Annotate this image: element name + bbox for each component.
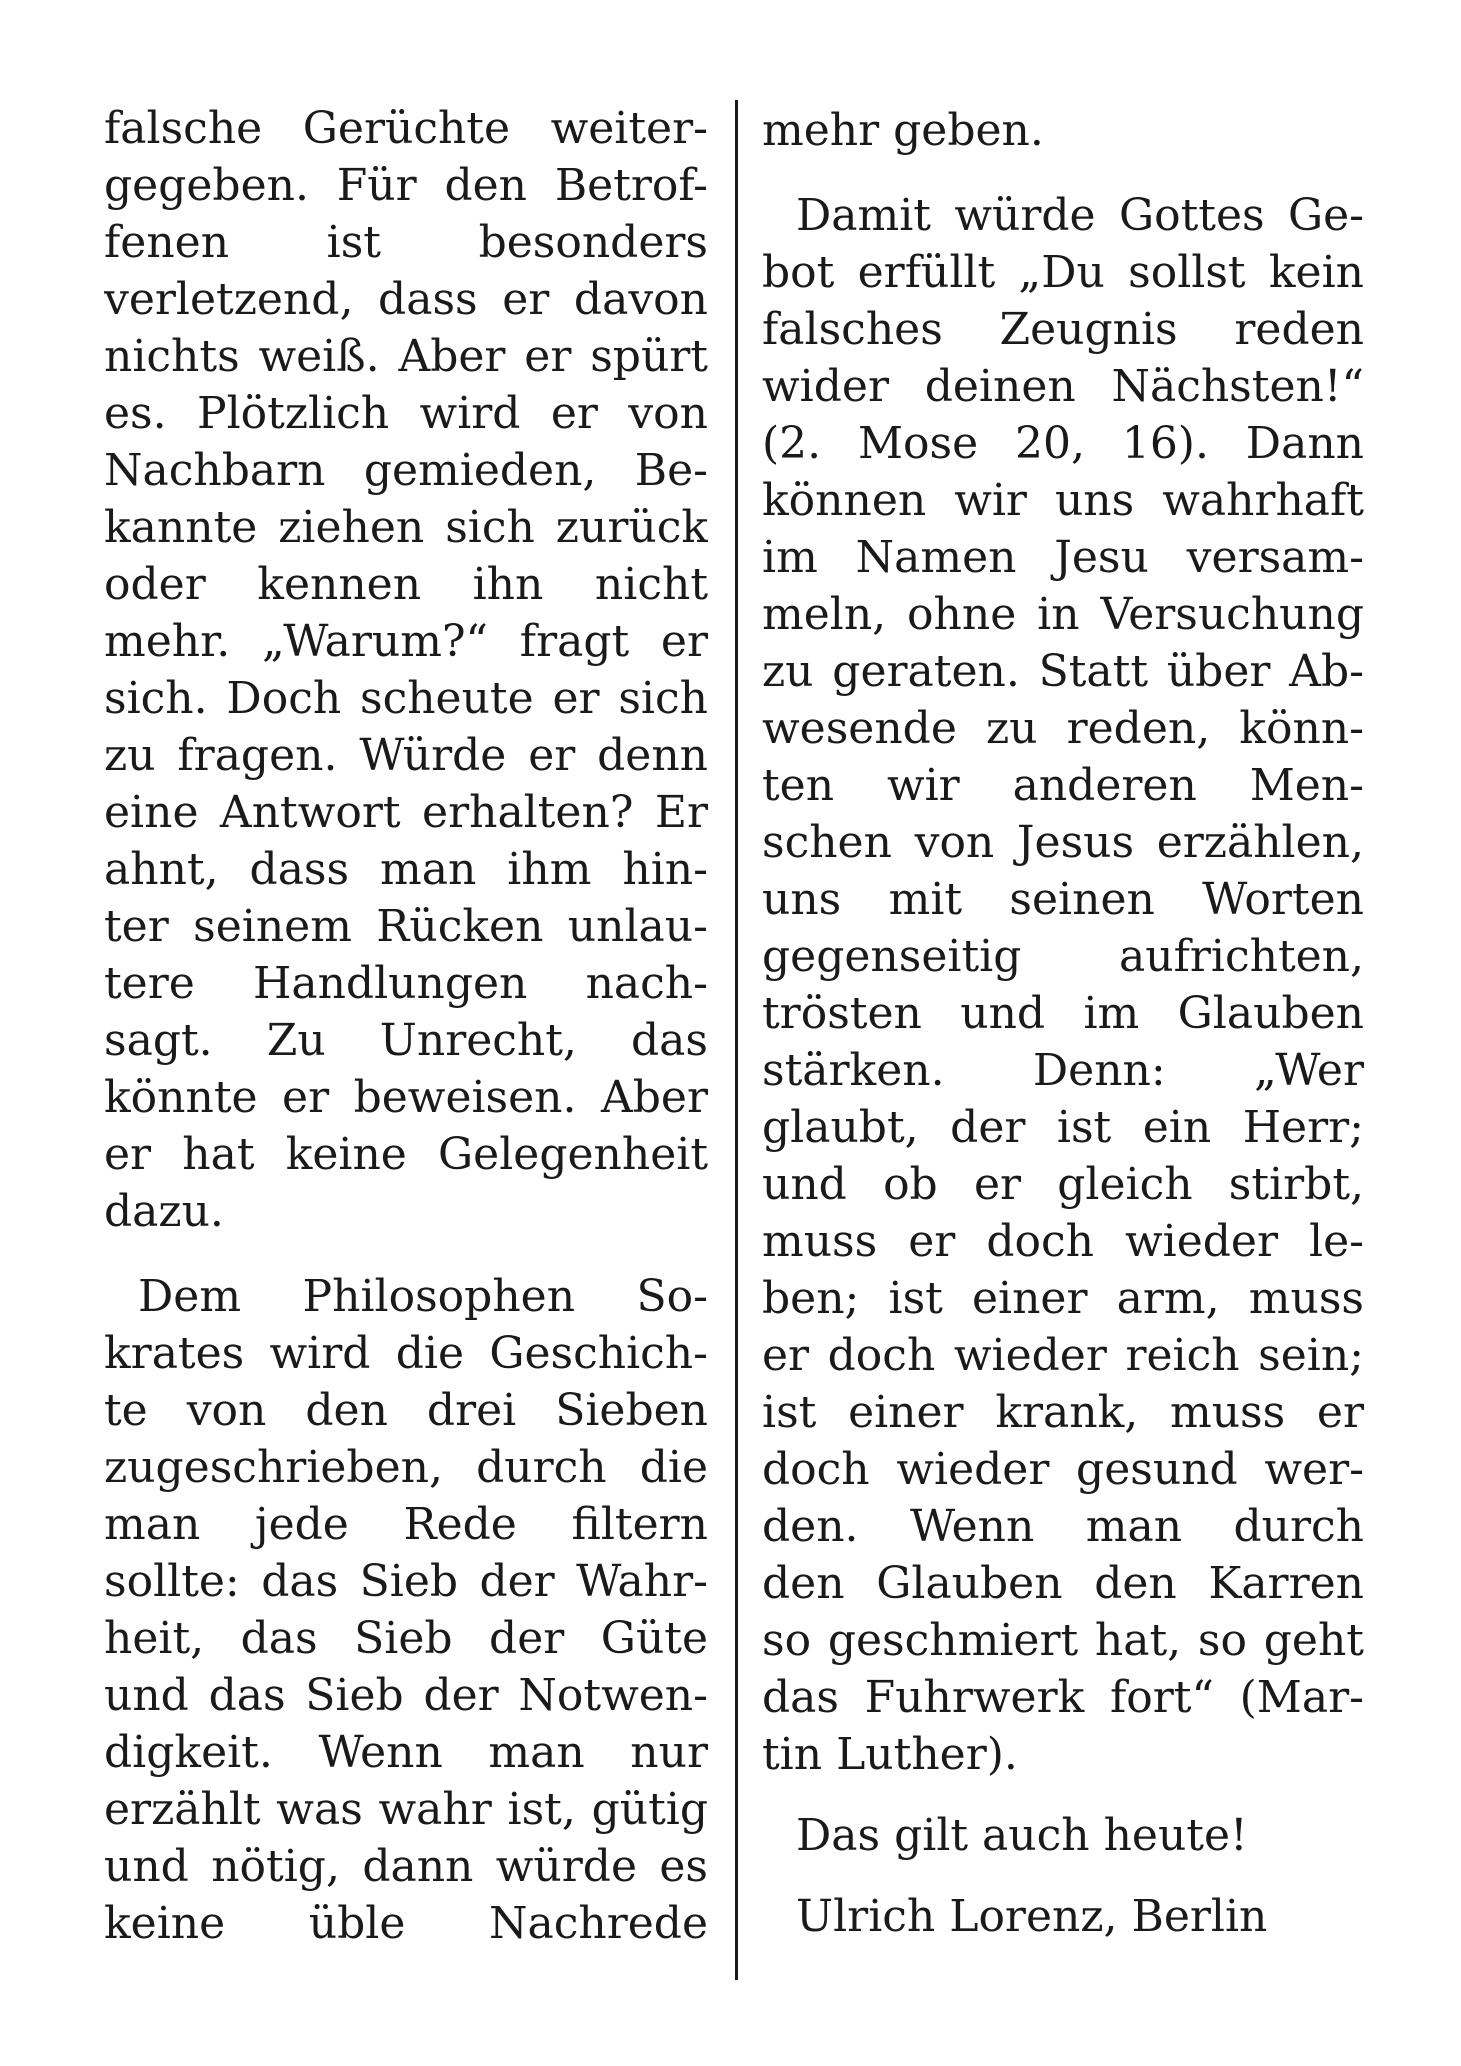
right-paragraph-2 — [762, 187, 1364, 1783]
text-line: wesende zu reden, könn- — [762, 703, 1364, 754]
text-line: den Glauben den Karren — [762, 1558, 1364, 1609]
right-paragraph-1 — [762, 102, 1364, 159]
column-divider — [735, 100, 738, 1980]
text-line: glaubt, der ist ein Herr; — [762, 1102, 1364, 1153]
text-line: und nötig, dann würde es — [104, 1841, 708, 1892]
paragraph-gap — [762, 159, 1364, 187]
text-line: keine üble Nachrede — [104, 1898, 708, 1949]
text-line: heit, das Sieb der Güte — [104, 1613, 708, 1664]
text-line: er hat keine Gelegenheit — [104, 1129, 708, 1180]
text-line: trösten und im Glauben — [762, 988, 1364, 1039]
left-column — [104, 100, 708, 1952]
text-line: so geschmiert hat, so geht — [762, 1615, 1364, 1666]
text-line: und ob er gleich stirbt, — [762, 1159, 1364, 1210]
text-line: dazu. — [104, 1186, 224, 1237]
text-line: meln, ohne in Versuchung — [762, 589, 1364, 640]
paragraph-gap — [762, 1783, 1364, 1807]
paragraph-gap — [104, 1240, 708, 1268]
text-line: Dem Philosophen So- — [138, 1271, 708, 1322]
paragraph-gap — [762, 1864, 1364, 1888]
text-line: man jede Rede filtern — [104, 1499, 708, 1550]
left-paragraph-1 — [104, 100, 708, 1240]
text-line: können wir uns wahrhaft — [762, 475, 1364, 526]
text-line: er doch wieder reich sein; — [762, 1330, 1364, 1381]
text-line: ist einer krank, muss er — [762, 1387, 1364, 1438]
text-line: ter seinem Rücken unlau- — [104, 901, 708, 952]
text-line: tin Luther). — [762, 1729, 1018, 1780]
text-line: im Namen Jesu versam- — [762, 532, 1364, 583]
left-paragraph-2 — [104, 1268, 708, 1952]
author-signature: Ulrich Lorenz, Berlin — [796, 1891, 1268, 1942]
right-column — [762, 102, 1364, 1945]
closing-line: Das gilt auch heute! — [796, 1810, 1248, 1861]
text-line: (2. Mose 20, 16). Dann — [762, 418, 1364, 469]
text-line: falsche Gerüchte weiter- — [104, 103, 708, 154]
text-line: kannte ziehen sich zurück — [104, 502, 708, 553]
text-line: zugeschrieben, durch die — [104, 1442, 708, 1493]
text-line: sagt. Zu Unrecht, das — [104, 1015, 708, 1066]
text-line: Damit würde Gottes Ge- — [796, 190, 1364, 241]
text-line: gegenseitig aufrichten, — [762, 931, 1364, 982]
text-line: stärken. Denn: „Wer — [762, 1045, 1364, 1096]
text-line: muss er doch wieder le- — [762, 1216, 1364, 1267]
text-line: ahnt, dass man ihm hin- — [104, 844, 708, 895]
text-line: mehr. „Warum?“ fragt er — [104, 616, 708, 667]
text-line: te von den drei Sieben — [104, 1385, 708, 1436]
text-line: ben; ist einer arm, muss — [762, 1273, 1364, 1324]
text-line: digkeit. Wenn man nur — [104, 1727, 708, 1778]
text-line: sollte: das Sieb der Wahr- — [104, 1556, 708, 1607]
text-line: schen von Jesus erzählen, — [762, 817, 1364, 868]
text-line: zu geraten. Statt über Ab- — [762, 646, 1364, 697]
text-line: es. Plötzlich wird er von — [104, 388, 708, 439]
text-line: zu fragen. Würde er denn — [104, 730, 708, 781]
text-line: könnte er beweisen. Aber — [104, 1072, 708, 1123]
text-line: fenen ist besonders — [104, 217, 708, 268]
text-line: uns mit seinen Worten — [762, 874, 1364, 925]
text-line: doch wieder gesund wer- — [762, 1444, 1364, 1495]
text-line: falsches Zeugnis reden — [762, 304, 1364, 355]
text-line: tere Handlungen nach- — [104, 958, 708, 1009]
text-line: eine Antwort erhalten? Er — [104, 787, 708, 838]
text-line: Nachbarn gemieden, Be- — [104, 445, 708, 496]
text-line: oder kennen ihn nicht — [104, 559, 708, 610]
text-line: den. Wenn man durch — [762, 1501, 1364, 1552]
text-line: sich. Doch scheute er sich — [104, 673, 708, 724]
text-line: erzählt was wahr ist, gütig — [104, 1784, 708, 1835]
text-line: ten wir anderen Men- — [762, 760, 1364, 811]
text-line: gegeben. Für den Betrof- — [104, 160, 708, 211]
text-line: wider deinen Nächsten!“ — [762, 361, 1364, 412]
text-line: bot erfüllt „Du sollst kein — [762, 247, 1364, 298]
text-line: nichts weiß. Aber er spürt — [104, 331, 708, 382]
text-line: das Fuhrwerk fort“ (Mar- — [762, 1672, 1364, 1723]
text-line: verletzend, dass er davon — [104, 274, 708, 325]
text-line: krates wird die Geschich- — [104, 1328, 708, 1379]
text-line: mehr geben. — [762, 105, 1044, 156]
text-line: und das Sieb der Notwen- — [104, 1670, 708, 1721]
